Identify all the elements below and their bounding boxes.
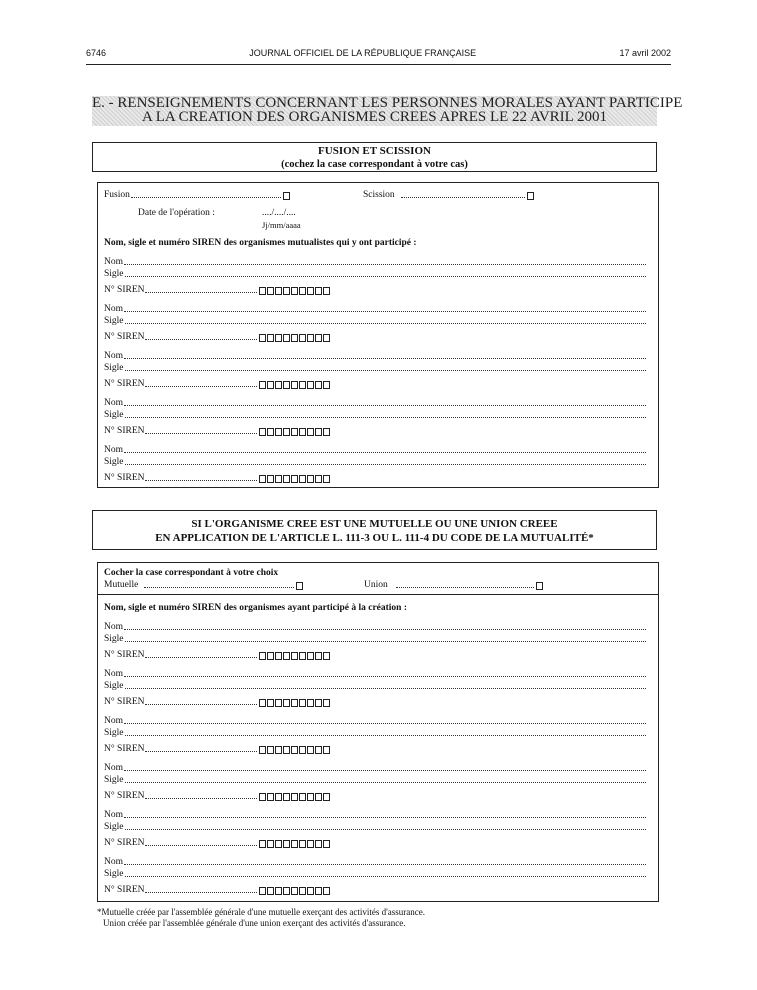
sigle-label: Sigle (104, 634, 124, 644)
siren-row (104, 283, 331, 295)
siren-boxes[interactable] (259, 887, 331, 895)
siren-label: N° SIREN (104, 791, 145, 801)
siren-boxes[interactable] (259, 334, 331, 342)
creation-participants-heading: Nom, sigle et numéro SIREN des organismes ayant participé à la création : (104, 603, 408, 613)
union-label: Union (364, 580, 388, 590)
nom-label: Nom (104, 351, 123, 361)
participants-heading: Nom, sigle et numéro SIREN des organismes mutualistes qui y ont participé : (104, 238, 417, 248)
siren-label: N° SIREN (104, 473, 145, 483)
page-number: 6746 (86, 48, 107, 58)
siren-boxes[interactable] (259, 381, 331, 389)
siren-row (104, 424, 331, 436)
mutuelle-title-line1: SI L'ORGANISME CREE EST UNE MUTUELLE OU UNE UNION CREEE (191, 518, 558, 530)
nom-field[interactable] (124, 405, 646, 406)
sigle-row (104, 408, 646, 420)
sigle-field[interactable] (125, 276, 646, 277)
sigle-row (104, 820, 646, 832)
nom-label: Nom (104, 304, 123, 314)
sigle-field[interactable] (125, 464, 646, 465)
scission-option (363, 188, 534, 200)
siren-label: N° SIREN (104, 697, 145, 707)
section-title (92, 95, 683, 126)
fusion-form (97, 182, 659, 488)
siren-dots (145, 845, 257, 846)
nom-row (104, 302, 646, 314)
nom-row (104, 761, 646, 773)
siren-boxes[interactable] (259, 428, 331, 436)
sigle-row (104, 679, 646, 691)
nom-row (104, 349, 646, 361)
choice-form (97, 562, 659, 595)
sigle-label: Sigle (104, 869, 124, 879)
siren-dots (145, 704, 257, 705)
sigle-label: Sigle (104, 457, 124, 467)
nom-field[interactable] (124, 311, 646, 312)
sigle-field[interactable] (125, 688, 646, 689)
siren-dots (145, 892, 257, 893)
sigle-row (104, 455, 646, 467)
footnote-union: Union créée par l'assemblée générale d'une union exerçant des activités d'assurance. (103, 918, 406, 928)
fusion-title-box (92, 142, 657, 172)
siren-boxes[interactable] (259, 840, 331, 848)
scission-checkbox[interactable] (527, 192, 534, 200)
siren-boxes[interactable] (259, 699, 331, 707)
mutuelle-option (104, 578, 303, 590)
fusion-subtitle: (cochez la case correspondant à votre cas) (281, 159, 468, 170)
nom-label: Nom (104, 716, 123, 726)
siren-label: N° SIREN (104, 379, 145, 389)
union-option (364, 578, 543, 590)
nom-field[interactable] (124, 723, 646, 724)
fusion-title: FUSION ET SCISSION (318, 145, 431, 157)
sigle-row (104, 726, 646, 738)
siren-label: N° SIREN (104, 285, 145, 295)
section-title-line1: E. - RENSEIGNEMENTS CONCERNANT LES PERSONNES MORALES AYANT PARTICIPE (92, 95, 683, 111)
header-rule (86, 64, 671, 65)
mutuelle-title-box (92, 510, 657, 550)
nom-row (104, 667, 646, 679)
fusion-option (104, 188, 290, 200)
sigle-label: Sigle (104, 728, 124, 738)
sigle-field[interactable] (125, 323, 646, 324)
date-field[interactable]: ..../..../.... (262, 208, 296, 218)
nom-label: Nom (104, 445, 123, 455)
footnote-mutuelle: *Mutuelle créée par l'assemblée générale d'une mutuelle exerçant des activités d'assurance. (97, 907, 425, 917)
mutuelle-title-line2: EN APPLICATION DE L'ARTICLE L. 111-3 OU L. 111-4 DU CODE DE LA MUTUALITÉ* (155, 532, 594, 544)
siren-label: N° SIREN (104, 885, 145, 895)
siren-row (104, 883, 331, 895)
journal-title: JOURNAL OFFICIEL DE LA RÉPUBLIQUE FRANÇAISE (249, 48, 477, 58)
nom-row (104, 255, 646, 267)
siren-dots (145, 480, 257, 481)
date-label: Date de l'opération : (138, 208, 215, 218)
sigle-field[interactable] (125, 876, 646, 877)
nom-label: Nom (104, 257, 123, 267)
sigle-field[interactable] (125, 641, 646, 642)
siren-label: N° SIREN (104, 744, 145, 754)
date-format-hint: Jj/mm/aaaa (262, 220, 301, 230)
sigle-label: Sigle (104, 822, 124, 832)
siren-row (104, 330, 331, 342)
siren-boxes[interactable] (259, 746, 331, 754)
siren-boxes[interactable] (259, 793, 331, 801)
siren-label: N° SIREN (104, 650, 145, 660)
sigle-label: Sigle (104, 269, 124, 279)
siren-row (104, 377, 331, 389)
nom-row (104, 443, 646, 455)
siren-label: N° SIREN (104, 332, 145, 342)
sigle-field[interactable] (125, 735, 646, 736)
scission-label: Scission (363, 190, 395, 200)
nom-label: Nom (104, 857, 123, 867)
sigle-row (104, 867, 646, 879)
sigle-label: Sigle (104, 363, 124, 373)
sigle-row (104, 632, 646, 644)
nom-field[interactable] (124, 864, 646, 865)
sigle-field[interactable] (125, 829, 646, 830)
union-dots (396, 587, 534, 588)
choice-heading: Cocher la case correspondant à votre choix (104, 568, 279, 578)
section-title-line2: A LA CREATION DES ORGANISMES CREES APRES LE 22 AVRIL 2001 (141, 109, 608, 125)
sigle-row (104, 361, 646, 373)
page-header (86, 48, 671, 58)
scission-dots (401, 197, 525, 198)
siren-boxes[interactable] (259, 475, 331, 483)
siren-dots (145, 657, 257, 658)
fusion-checkbox[interactable] (283, 192, 290, 200)
sigle-field[interactable] (125, 370, 646, 371)
nom-field[interactable] (124, 817, 646, 818)
nom-row (104, 714, 646, 726)
publication-date: 17 avril 2002 (619, 48, 671, 58)
fusion-dots (131, 197, 281, 198)
siren-boxes[interactable] (259, 287, 331, 295)
nom-field[interactable] (124, 676, 646, 677)
mutuelle-checkbox[interactable] (296, 582, 303, 590)
siren-row (104, 648, 331, 660)
sigle-field[interactable] (125, 417, 646, 418)
sigle-row (104, 773, 646, 785)
nom-label: Nom (104, 810, 123, 820)
siren-dots (145, 339, 257, 340)
siren-row (104, 789, 331, 801)
nom-row (104, 396, 646, 408)
sigle-label: Sigle (104, 775, 124, 785)
nom-field[interactable] (124, 452, 646, 453)
nom-field[interactable] (124, 358, 646, 359)
nom-row (104, 855, 646, 867)
siren-label: N° SIREN (104, 838, 145, 848)
sigle-label: Sigle (104, 410, 124, 420)
siren-row (104, 695, 331, 707)
siren-boxes[interactable] (259, 652, 331, 660)
nom-label: Nom (104, 622, 123, 632)
siren-dots (145, 433, 257, 434)
fusion-label: Fusion (104, 190, 130, 200)
mutuelle-label: Mutuelle (104, 580, 139, 590)
siren-dots (145, 751, 257, 752)
siren-row (104, 471, 331, 483)
sigle-label: Sigle (104, 681, 124, 691)
sigle-field[interactable] (125, 782, 646, 783)
sigle-row (104, 314, 646, 326)
sigle-label: Sigle (104, 316, 124, 326)
siren-dots (145, 292, 257, 293)
nom-field[interactable] (124, 629, 646, 630)
mutuelle-dots (144, 587, 294, 588)
siren-label: N° SIREN (104, 426, 145, 436)
union-checkbox[interactable] (536, 582, 543, 590)
nom-label: Nom (104, 763, 123, 773)
siren-row (104, 742, 331, 754)
siren-dots (145, 386, 257, 387)
nom-label: Nom (104, 398, 123, 408)
nom-label: Nom (104, 669, 123, 679)
nom-field[interactable] (124, 264, 646, 265)
nom-row (104, 620, 646, 632)
creation-form (97, 594, 659, 902)
siren-dots (145, 798, 257, 799)
siren-row (104, 836, 331, 848)
nom-row (104, 808, 646, 820)
nom-field[interactable] (124, 770, 646, 771)
sigle-row (104, 267, 646, 279)
